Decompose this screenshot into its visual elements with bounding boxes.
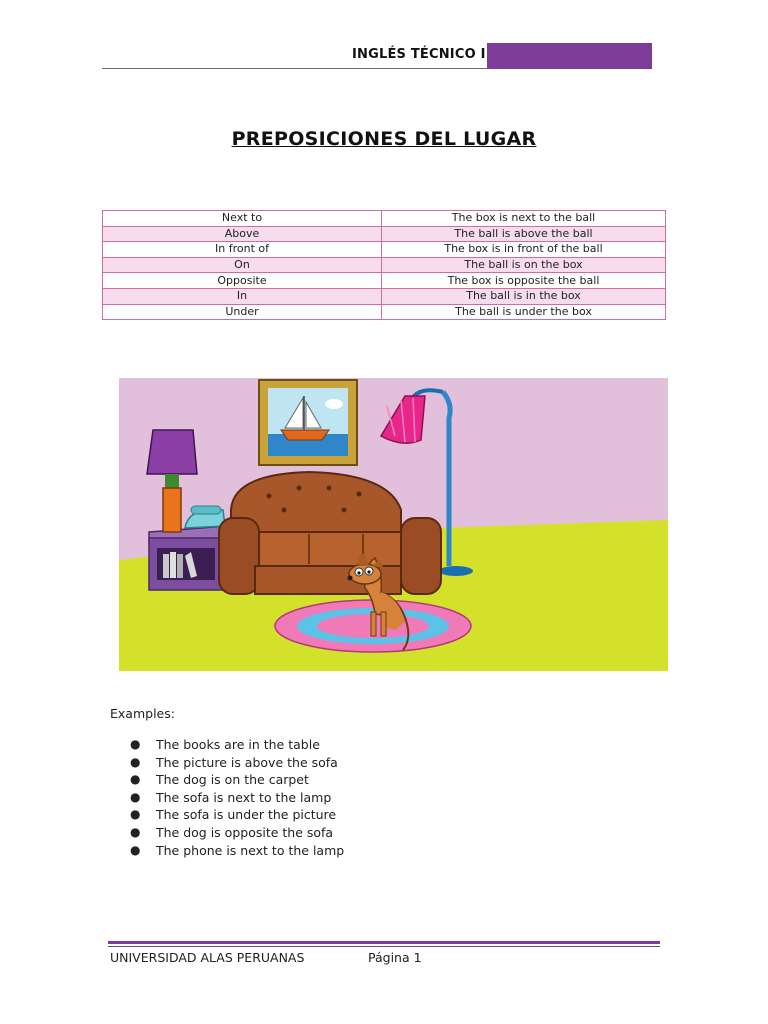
table-row [103,211,666,227]
list-item: ● The dog is on the carpet [130,772,309,788]
examples-list [110,736,344,859]
list-item: ● The dog is opposite the sofa [130,824,334,840]
bullet-icon: ● [130,737,141,751]
example-cell: The ball is on the box [382,257,666,273]
living-room-illustration [119,378,668,671]
list-item: ● The picture is above the sofa [130,754,338,770]
bullet-icon: ● [130,807,141,822]
footer-institution: UNIVERSIDAD ALAS PERUANAS [110,950,305,965]
example-cell: The box is opposite the ball [382,273,666,289]
example-cell: The box is next to the ball [382,211,666,227]
example-cell: The ball is in the box [382,288,666,304]
bullet-icon: ● [130,754,141,769]
example-cell: The ball is above the ball [382,226,666,242]
page-title: PREPOSICIONES DEL LUGAR [231,128,537,150]
example-cell: The box is in front of the ball [382,242,666,258]
footer-rule [108,941,660,944]
bullet-icon: ● [130,772,141,787]
picture-frame [259,380,357,465]
examples-label: Examples: [110,706,175,721]
bullet-icon: ● [130,842,141,857]
side-table [149,526,227,590]
preposition-cell: Under [103,304,382,320]
list-item: ● The sofa is next to the lamp [130,789,332,805]
bullet-icon: ● [130,824,141,839]
preposition-cell: In [103,288,382,304]
header-rule [102,68,487,69]
table-row [103,304,666,320]
telephone [185,506,225,528]
preposition-cell: On [103,257,382,273]
list-item: ● The sofa is under the picture [130,807,337,823]
prepositions-table [102,210,666,320]
header-title: INGLÉS TÉCNICO I [352,47,486,62]
table-row [103,257,666,273]
footer-rule-thin [108,946,660,947]
preposition-cell: Above [103,226,382,242]
table-row [103,242,666,258]
bullet-icon: ● [130,789,141,804]
list-item: ● The phone is next to the lamp [130,842,345,858]
footer-page-number: Página 1 [368,950,422,965]
list-item: ● The books are in the table [130,737,320,752]
table-row [103,273,666,289]
table-row [103,226,666,242]
preposition-cell: In front of [103,242,382,258]
header-accent-bar [487,43,652,69]
example-cell: The ball is under the box [382,304,666,320]
table-row [103,288,666,304]
preposition-cell: Next to [103,211,382,227]
preposition-cell: Opposite [103,273,382,289]
